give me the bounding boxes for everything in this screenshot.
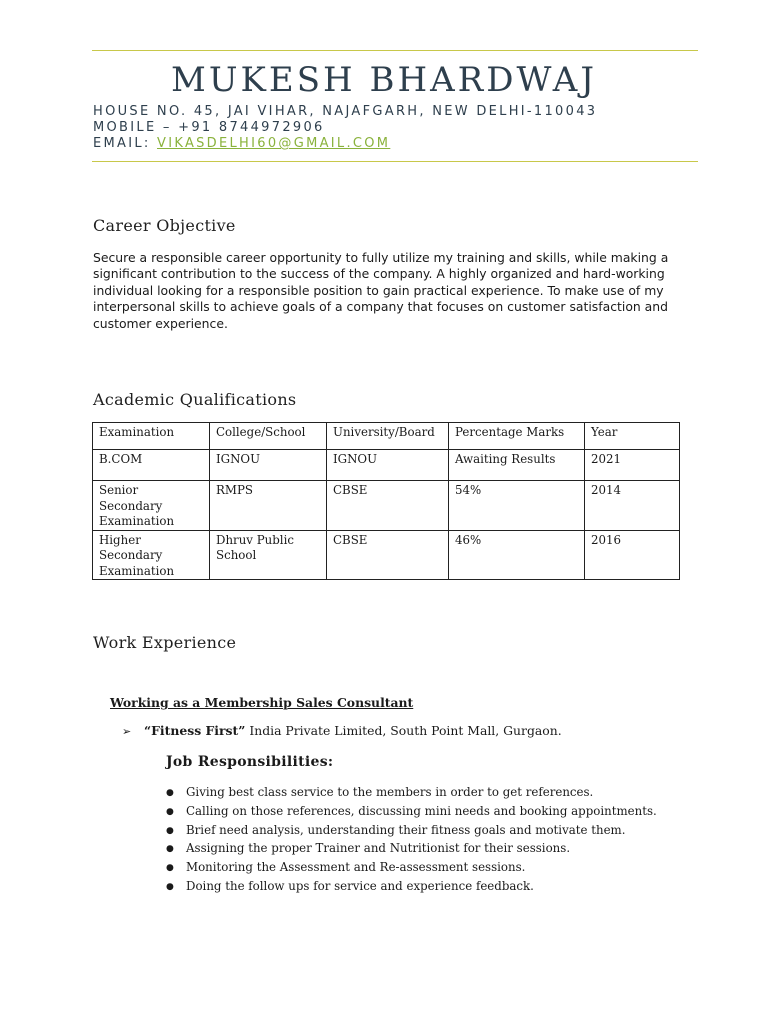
email-line (93, 136, 390, 151)
table-cell: RMPS (210, 481, 327, 531)
mobile-line: MOBILE – +91 8744972906 (93, 120, 325, 135)
company-details: India Private Limited, South Point Mall, Gurgaon. (245, 723, 562, 738)
list-item (166, 784, 657, 803)
bullet-icon: ● (166, 881, 174, 892)
bullet-icon: ● (166, 806, 174, 817)
table-cell: B.COM (93, 450, 210, 481)
arrow-bullet-icon: ➢ (122, 725, 132, 738)
table-cell: CBSE (327, 481, 449, 531)
table-cell: 2021 (585, 450, 680, 481)
responsibility-text: Monitoring the Assessment and Re-assessment sessions. (186, 860, 526, 875)
bullet-icon: ● (166, 788, 174, 798)
header-top-rule (92, 50, 698, 51)
academic-table (92, 422, 680, 580)
academic-heading: Academic Qualifications (93, 390, 297, 409)
column-header: Year (585, 423, 680, 450)
career-objective-heading: Career Objective (93, 216, 236, 235)
responsibility-text: Brief need analysis, understanding their fitness goals and motivate them. (186, 822, 626, 837)
bullet-icon: ● (166, 863, 174, 874)
list-item (166, 840, 657, 859)
responsibility-text: Calling on those references, discussing mini needs and booking appointments. (186, 803, 657, 818)
table-cell: IGNOU (327, 450, 449, 481)
table-cell: IGNOU (210, 450, 327, 481)
job-responsibilities-heading: Job Responsibilities: (166, 754, 334, 770)
table-cell: Dhruv Public School (210, 530, 327, 580)
list-item (166, 878, 657, 897)
work-experience-heading: Work Experience (93, 633, 237, 652)
table-cell: 46% (449, 530, 585, 580)
column-header: University/Board (327, 423, 449, 450)
candidate-name: MUKESH BHARDWAJ (171, 60, 597, 100)
job-role-title: Working as a Membership Sales Consultant (110, 695, 414, 710)
address-line: HOUSE NO. 45, JAI VIHAR, NAJAFGARH, NEW DELHI-110043 (93, 104, 598, 119)
table-cell: 2016 (585, 530, 680, 580)
column-header: College/School (210, 423, 327, 450)
table-cell: Higher Secondary Examination (93, 530, 210, 580)
table-row (93, 450, 680, 481)
email-label: EMAIL: (93, 136, 158, 151)
table-row (93, 530, 680, 580)
table-cell: CBSE (327, 530, 449, 580)
table-header-row (93, 423, 680, 450)
email-link[interactable]: VIKASDELHI60@GMAIL.COM (157, 136, 391, 151)
career-objective-text: Secure a responsible career opportunity to fully utilize my training and skills, while making a significant contribution to the success of the company. A highly organized and hard-working individual looking for a responsible position to gain practical experience. To make use of my interpersonal skills to achieve goals of a company that focuses on customer satisfaction and customer experience. (93, 250, 669, 331)
table-cell: Awaiting Results (449, 450, 585, 481)
company-name: “Fitness First” (144, 723, 246, 738)
company-line (122, 723, 562, 738)
responsibility-text: Assigning the proper Trainer and Nutritionist for their sessions. (186, 841, 571, 856)
header-bottom-rule (92, 161, 698, 162)
column-header: Percentage Marks (449, 423, 585, 450)
list-item (166, 822, 657, 841)
responsibilities-list (166, 784, 657, 897)
list-item (166, 803, 657, 822)
table-cell: Senior Secondary Examination (93, 481, 210, 531)
table-cell: 2014 (585, 481, 680, 531)
table-row (93, 481, 680, 531)
responsibility-text: Doing the follow ups for service and experience feedback. (186, 878, 534, 893)
bullet-icon: ● (166, 844, 174, 855)
table-cell: 54% (449, 481, 585, 531)
list-item (166, 859, 657, 878)
bullet-icon: ● (166, 825, 174, 836)
responsibility-text: Giving best class service to the members in order to get references. (186, 785, 594, 799)
column-header: Examination (93, 423, 210, 450)
